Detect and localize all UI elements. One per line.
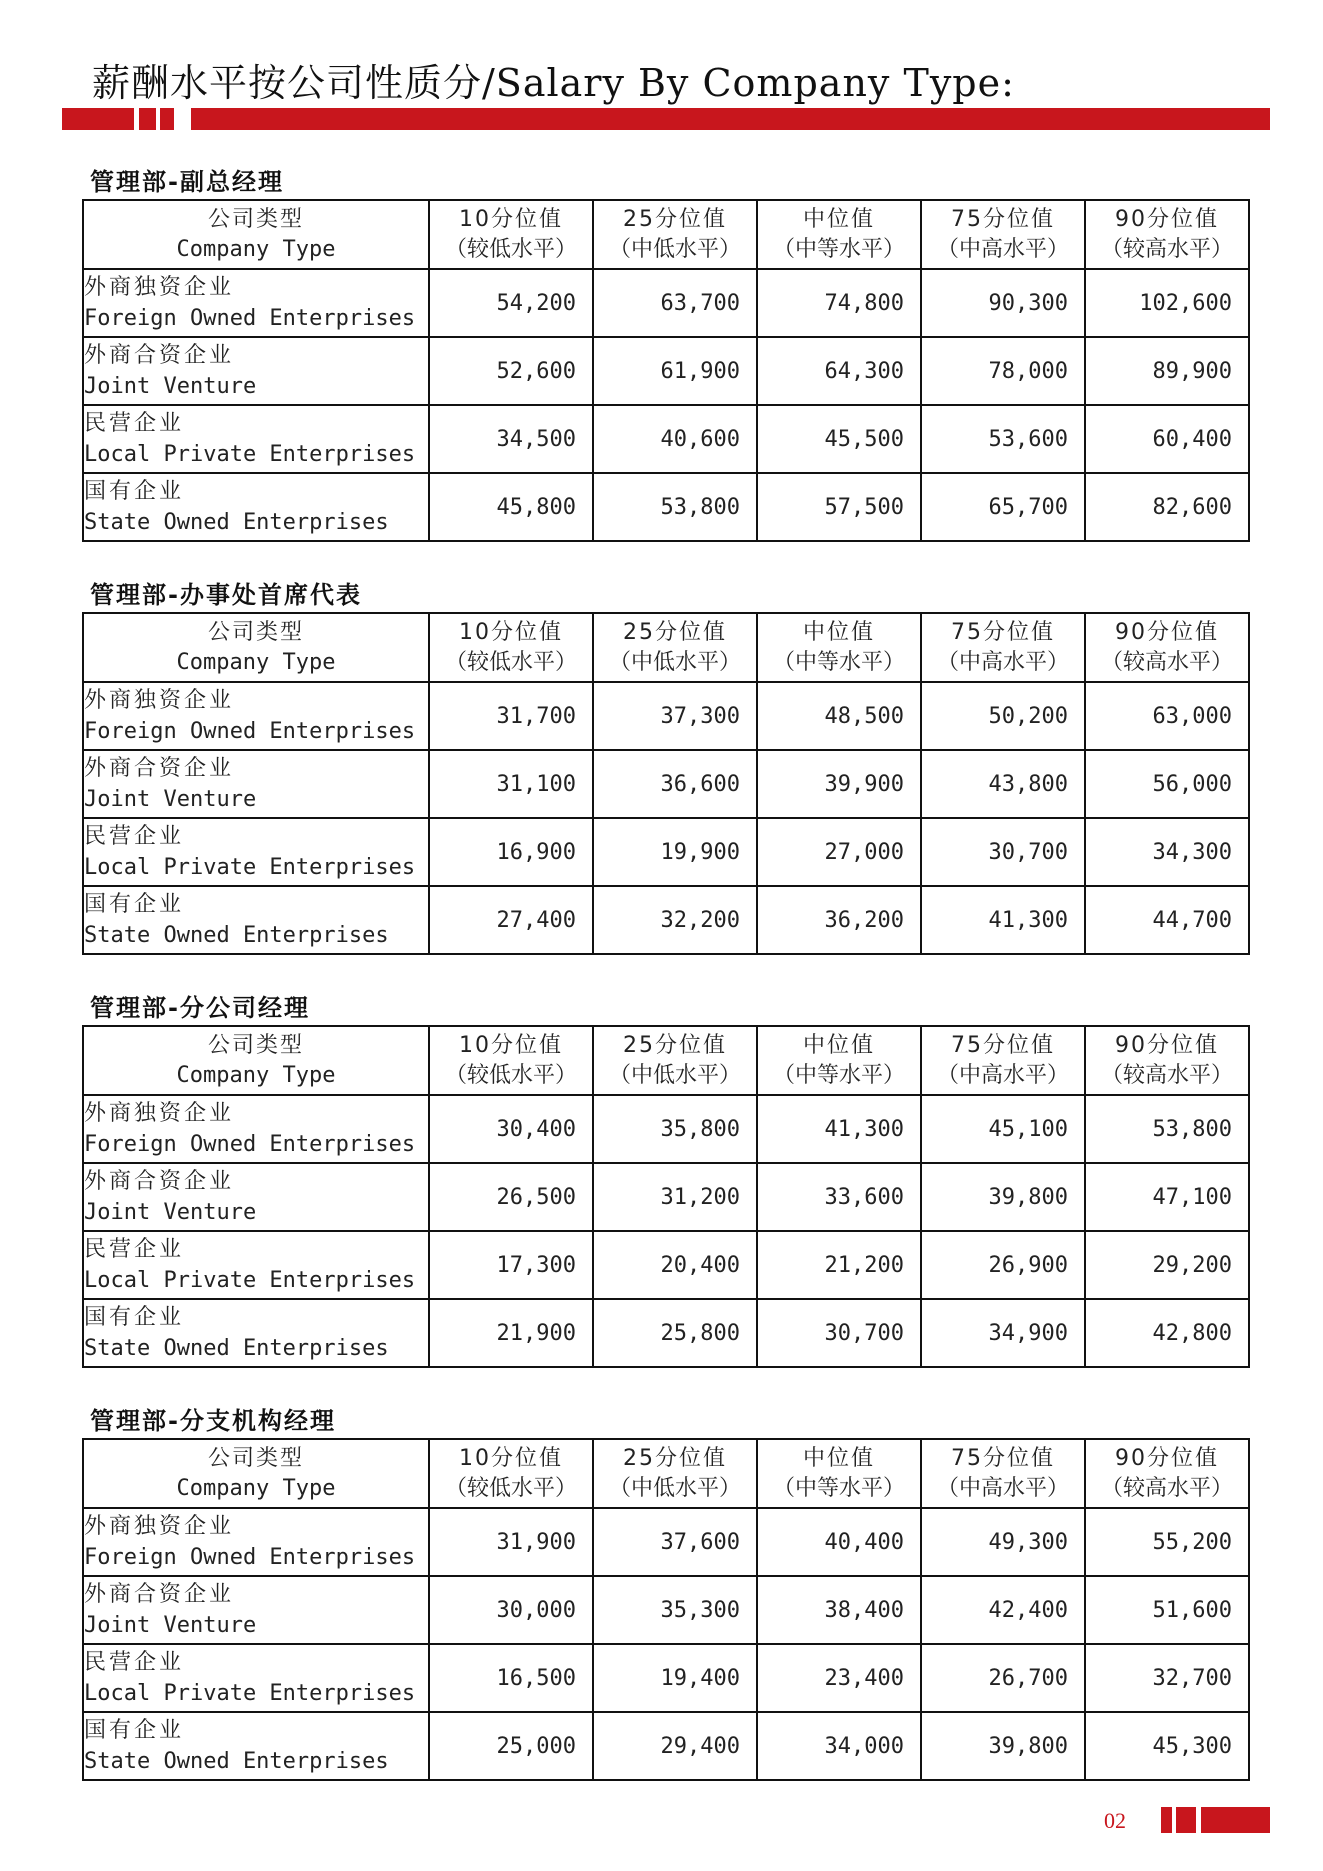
salary-value-cell: 82,600 (1085, 473, 1249, 541)
company-type-cell (83, 1095, 429, 1163)
table-row (83, 1163, 1249, 1231)
header-percentile-level: （中高水平） (936, 1062, 1069, 1088)
header-percentile (757, 200, 921, 269)
footer-bar-block-2 (1176, 1807, 1196, 1833)
company-type-cell (83, 473, 429, 541)
header-percentile (921, 1439, 1085, 1508)
salary-value-cell: 57,500 (757, 473, 921, 541)
header-percentile (1085, 200, 1249, 269)
table-row (83, 1644, 1249, 1712)
section-title: 管理部-分公司经理 (90, 994, 310, 1022)
header-type-zh: 公司类型 (207, 1032, 304, 1058)
table-row (83, 1231, 1249, 1299)
salary-value-cell: 48,500 (757, 682, 921, 750)
salary-value-cell: 23,400 (757, 1644, 921, 1712)
company-type-cell (83, 1644, 429, 1712)
salary-value-cell: 36,200 (757, 886, 921, 954)
salary-value-cell: 31,900 (429, 1508, 593, 1576)
salary-value-cell: 42,400 (921, 1576, 1085, 1644)
header-percentile-level: （中高水平） (936, 236, 1069, 262)
salary-value-cell: 53,800 (1085, 1095, 1249, 1163)
salary-value-cell: 20,400 (593, 1231, 757, 1299)
header-bar-left (62, 108, 134, 130)
header-type-zh: 公司类型 (207, 206, 304, 232)
company-type-zh: 外商独资企业 (84, 275, 235, 300)
salary-value-cell: 30,000 (429, 1576, 593, 1644)
table-header-row (83, 1026, 1249, 1095)
company-type-en: Local Private Enterprises (84, 442, 416, 467)
header-percentile-level: （较低水平） (444, 236, 577, 262)
header-percentile (757, 1439, 921, 1508)
company-type-cell (83, 1299, 429, 1367)
table-row (83, 473, 1249, 541)
header-company-type (83, 1026, 429, 1095)
page-number: 02 (1104, 1808, 1126, 1833)
salary-value-cell: 39,800 (921, 1712, 1085, 1780)
salary-value-cell: 35,800 (593, 1095, 757, 1163)
header-percentile-label: 10分位值 (459, 619, 563, 645)
footer-bar-block-1 (1161, 1807, 1172, 1833)
salary-value-cell: 43,800 (921, 750, 1085, 818)
salary-value-cell: 25,800 (593, 1299, 757, 1367)
salary-value-cell: 45,300 (1085, 1712, 1249, 1780)
header-percentile (593, 1026, 757, 1095)
header-percentile-label: 10分位值 (459, 206, 563, 232)
salary-value-cell: 26,500 (429, 1163, 593, 1231)
header-percentile-level: （中低水平） (608, 649, 741, 675)
salary-value-cell: 40,400 (757, 1508, 921, 1576)
header-percentile (429, 1439, 593, 1508)
salary-value-cell: 34,500 (429, 405, 593, 473)
salary-value-cell: 49,300 (921, 1508, 1085, 1576)
company-type-cell (83, 1163, 429, 1231)
salary-value-cell: 89,900 (1085, 337, 1249, 405)
table-row (83, 1508, 1249, 1576)
company-type-zh: 外商合资企业 (84, 343, 235, 368)
header-percentile-label: 25分位值 (623, 206, 727, 232)
company-type-cell (83, 818, 429, 886)
salary-value-cell: 29,400 (593, 1712, 757, 1780)
company-type-en: State Owned Enterprises (84, 510, 389, 535)
section-title: 管理部-办事处首席代表 (90, 581, 362, 609)
table-row (83, 750, 1249, 818)
company-type-en: Joint Venture (84, 374, 257, 399)
header-percentile (1085, 1026, 1249, 1095)
salary-value-cell: 41,300 (757, 1095, 921, 1163)
company-type-zh: 民营企业 (84, 411, 185, 436)
company-type-en: Local Private Enterprises (84, 1268, 416, 1293)
company-type-cell (83, 269, 429, 337)
company-type-cell (83, 1231, 429, 1299)
salary-value-cell: 34,900 (921, 1299, 1085, 1367)
salary-value-cell: 40,600 (593, 405, 757, 473)
header-percentile-level: （中等水平） (772, 1062, 905, 1088)
salary-value-cell: 25,000 (429, 1712, 593, 1780)
header-type-en: Company Type (176, 236, 336, 262)
salary-value-cell: 52,600 (429, 337, 593, 405)
header-percentile-label: 25分位值 (623, 1032, 727, 1058)
salary-value-cell: 45,800 (429, 473, 593, 541)
header-percentile-level: （中低水平） (608, 1475, 741, 1501)
table-row (83, 1095, 1249, 1163)
table-row (83, 886, 1249, 954)
header-percentile-label: 25分位值 (623, 619, 727, 645)
company-type-cell (83, 750, 429, 818)
header-percentile-label: 75分位值 (951, 1445, 1055, 1471)
salary-table (82, 199, 1250, 542)
salary-value-cell: 53,800 (593, 473, 757, 541)
company-type-en: Foreign Owned Enterprises (84, 1545, 416, 1570)
header-percentile (429, 1026, 593, 1095)
company-type-zh: 国有企业 (84, 1718, 185, 1743)
page-title: 薪酬水平按公司性质分/Salary By Company Type: (92, 61, 1015, 105)
salary-value-cell: 38,400 (757, 1576, 921, 1644)
salary-value-cell: 19,900 (593, 818, 757, 886)
header-percentile-level: （较低水平） (444, 1062, 577, 1088)
company-type-cell (83, 405, 429, 473)
company-type-zh: 外商独资企业 (84, 688, 235, 713)
salary-value-cell: 31,100 (429, 750, 593, 818)
header-percentile (757, 1026, 921, 1095)
header-type-en: Company Type (176, 1475, 336, 1501)
salary-value-cell: 32,200 (593, 886, 757, 954)
header-percentile-label: 90分位值 (1115, 1445, 1219, 1471)
header-percentile-label: 75分位值 (951, 1032, 1055, 1058)
header-percentile-level: （中等水平） (772, 649, 905, 675)
table-row (83, 269, 1249, 337)
salary-value-cell: 26,900 (921, 1231, 1085, 1299)
salary-value-cell: 30,700 (921, 818, 1085, 886)
company-type-en: Joint Venture (84, 1613, 257, 1638)
header-type-en: Company Type (176, 649, 336, 675)
header-percentile-label: 90分位值 (1115, 1032, 1219, 1058)
company-type-zh: 外商合资企业 (84, 1169, 235, 1194)
section-title: 管理部-副总经理 (90, 168, 284, 196)
table-row (83, 1576, 1249, 1644)
company-type-cell (83, 1576, 429, 1644)
salary-value-cell: 34,000 (757, 1712, 921, 1780)
company-type-en: Local Private Enterprises (84, 1681, 416, 1706)
salary-value-cell: 56,000 (1085, 750, 1249, 818)
header-percentile-level: （较高水平） (1100, 649, 1233, 675)
header-percentile (593, 200, 757, 269)
header-percentile (921, 200, 1085, 269)
salary-value-cell: 102,600 (1085, 269, 1249, 337)
salary-value-cell: 42,800 (1085, 1299, 1249, 1367)
company-type-zh: 民营企业 (84, 824, 185, 849)
salary-value-cell: 29,200 (1085, 1231, 1249, 1299)
header-percentile-level: （较高水平） (1100, 236, 1233, 262)
salary-value-cell: 19,400 (593, 1644, 757, 1712)
company-type-zh: 国有企业 (84, 1305, 185, 1330)
header-type-en: Company Type (176, 1062, 336, 1088)
company-type-en: State Owned Enterprises (84, 1749, 389, 1774)
company-type-en: Foreign Owned Enterprises (84, 719, 416, 744)
company-type-zh: 民营企业 (84, 1650, 185, 1675)
salary-value-cell: 45,500 (757, 405, 921, 473)
salary-value-cell: 37,600 (593, 1508, 757, 1576)
salary-value-cell: 51,600 (1085, 1576, 1249, 1644)
header-percentile-label: 75分位值 (951, 206, 1055, 232)
header-percentile-label: 10分位值 (459, 1032, 563, 1058)
salary-value-cell: 54,200 (429, 269, 593, 337)
salary-value-cell: 36,600 (593, 750, 757, 818)
salary-value-cell: 74,800 (757, 269, 921, 337)
salary-value-cell: 31,200 (593, 1163, 757, 1231)
salary-value-cell: 27,000 (757, 818, 921, 886)
company-type-cell (83, 1712, 429, 1780)
salary-value-cell: 41,300 (921, 886, 1085, 954)
salary-value-cell: 50,200 (921, 682, 1085, 750)
salary-value-cell: 78,000 (921, 337, 1085, 405)
header-company-type (83, 1439, 429, 1508)
company-type-zh: 外商合资企业 (84, 756, 235, 781)
header-percentile-level: （中低水平） (608, 1062, 741, 1088)
salary-value-cell: 45,100 (921, 1095, 1085, 1163)
salary-value-cell: 34,300 (1085, 818, 1249, 886)
salary-value-cell: 63,700 (593, 269, 757, 337)
salary-value-cell: 16,900 (429, 818, 593, 886)
salary-value-cell: 53,600 (921, 405, 1085, 473)
company-type-zh: 民营企业 (84, 1237, 185, 1262)
salary-value-cell: 21,900 (429, 1299, 593, 1367)
table-row (83, 1712, 1249, 1780)
header-percentile-level: （中高水平） (936, 649, 1069, 675)
salary-value-cell: 30,700 (757, 1299, 921, 1367)
header-percentile-label: 90分位值 (1115, 206, 1219, 232)
header-percentile-level: （较低水平） (444, 1475, 577, 1501)
header-percentile-label: 75分位值 (951, 619, 1055, 645)
header-percentile (921, 613, 1085, 682)
footer-bar-main (1201, 1807, 1270, 1833)
header-type-zh: 公司类型 (207, 619, 304, 645)
salary-value-cell: 63,000 (1085, 682, 1249, 750)
salary-value-cell: 30,400 (429, 1095, 593, 1163)
company-type-cell (83, 337, 429, 405)
header-percentile-level: （中低水平） (608, 236, 741, 262)
salary-value-cell: 32,700 (1085, 1644, 1249, 1712)
header-percentile (593, 1439, 757, 1508)
header-percentile-level: （较高水平） (1100, 1475, 1233, 1501)
header-percentile-label: 90分位值 (1115, 619, 1219, 645)
company-type-cell (83, 886, 429, 954)
header-percentile (757, 613, 921, 682)
header-type-zh: 公司类型 (207, 1445, 304, 1471)
header-percentile-level: （中等水平） (772, 1475, 905, 1501)
company-type-en: Joint Venture (84, 1200, 257, 1225)
company-type-zh: 外商合资企业 (84, 1582, 235, 1607)
company-type-cell (83, 1508, 429, 1576)
salary-value-cell: 16,500 (429, 1644, 593, 1712)
salary-value-cell: 35,300 (593, 1576, 757, 1644)
header-bar-block-2 (160, 108, 174, 130)
salary-value-cell: 61,900 (593, 337, 757, 405)
header-percentile (429, 200, 593, 269)
salary-value-cell: 64,300 (757, 337, 921, 405)
salary-value-cell: 90,300 (921, 269, 1085, 337)
header-percentile-level: （较高水平） (1100, 1062, 1233, 1088)
header-company-type (83, 613, 429, 682)
header-percentile-label: 中位值 (802, 619, 875, 645)
section-title: 管理部-分支机构经理 (90, 1407, 336, 1435)
salary-table (82, 1025, 1250, 1368)
table-row (83, 1299, 1249, 1367)
header-percentile-level: （中高水平） (936, 1475, 1069, 1501)
salary-value-cell: 37,300 (593, 682, 757, 750)
table-row (83, 818, 1249, 886)
header-percentile-label: 25分位值 (623, 1445, 727, 1471)
header-percentile-label: 中位值 (802, 206, 875, 232)
table-row (83, 405, 1249, 473)
header-company-type (83, 200, 429, 269)
header-percentile (593, 613, 757, 682)
header-percentile-level: （中等水平） (772, 236, 905, 262)
company-type-zh: 国有企业 (84, 479, 185, 504)
salary-table (82, 1438, 1250, 1781)
company-type-en: State Owned Enterprises (84, 923, 389, 948)
company-type-zh: 国有企业 (84, 892, 185, 917)
table-row (83, 682, 1249, 750)
salary-value-cell: 39,800 (921, 1163, 1085, 1231)
company-type-en: State Owned Enterprises (84, 1336, 389, 1361)
header-percentile-label: 中位值 (802, 1032, 875, 1058)
salary-value-cell: 39,900 (757, 750, 921, 818)
salary-value-cell: 60,400 (1085, 405, 1249, 473)
salary-value-cell: 44,700 (1085, 886, 1249, 954)
header-bar-block-1 (139, 108, 156, 130)
salary-value-cell: 31,700 (429, 682, 593, 750)
header-percentile (429, 613, 593, 682)
salary-table (82, 612, 1250, 955)
company-type-en: Foreign Owned Enterprises (84, 306, 416, 331)
salary-value-cell: 47,100 (1085, 1163, 1249, 1231)
table-row (83, 337, 1249, 405)
header-percentile-level: （较低水平） (444, 649, 577, 675)
company-type-en: Local Private Enterprises (84, 855, 416, 880)
company-type-cell (83, 682, 429, 750)
header-bar-main (191, 108, 1270, 130)
salary-value-cell: 26,700 (921, 1644, 1085, 1712)
header-percentile (1085, 1439, 1249, 1508)
header-percentile (921, 1026, 1085, 1095)
company-type-zh: 外商独资企业 (84, 1101, 235, 1126)
table-header-row (83, 200, 1249, 269)
salary-value-cell: 33,600 (757, 1163, 921, 1231)
company-type-en: Foreign Owned Enterprises (84, 1132, 416, 1157)
company-type-en: Joint Venture (84, 787, 257, 812)
table-header-row (83, 613, 1249, 682)
header-percentile-label: 中位值 (802, 1445, 875, 1471)
header-percentile (1085, 613, 1249, 682)
salary-value-cell: 21,200 (757, 1231, 921, 1299)
salary-value-cell: 65,700 (921, 473, 1085, 541)
company-type-zh: 外商独资企业 (84, 1514, 235, 1539)
header-percentile-label: 10分位值 (459, 1445, 563, 1471)
salary-value-cell: 17,300 (429, 1231, 593, 1299)
salary-value-cell: 27,400 (429, 886, 593, 954)
salary-value-cell: 55,200 (1085, 1508, 1249, 1576)
table-header-row (83, 1439, 1249, 1508)
